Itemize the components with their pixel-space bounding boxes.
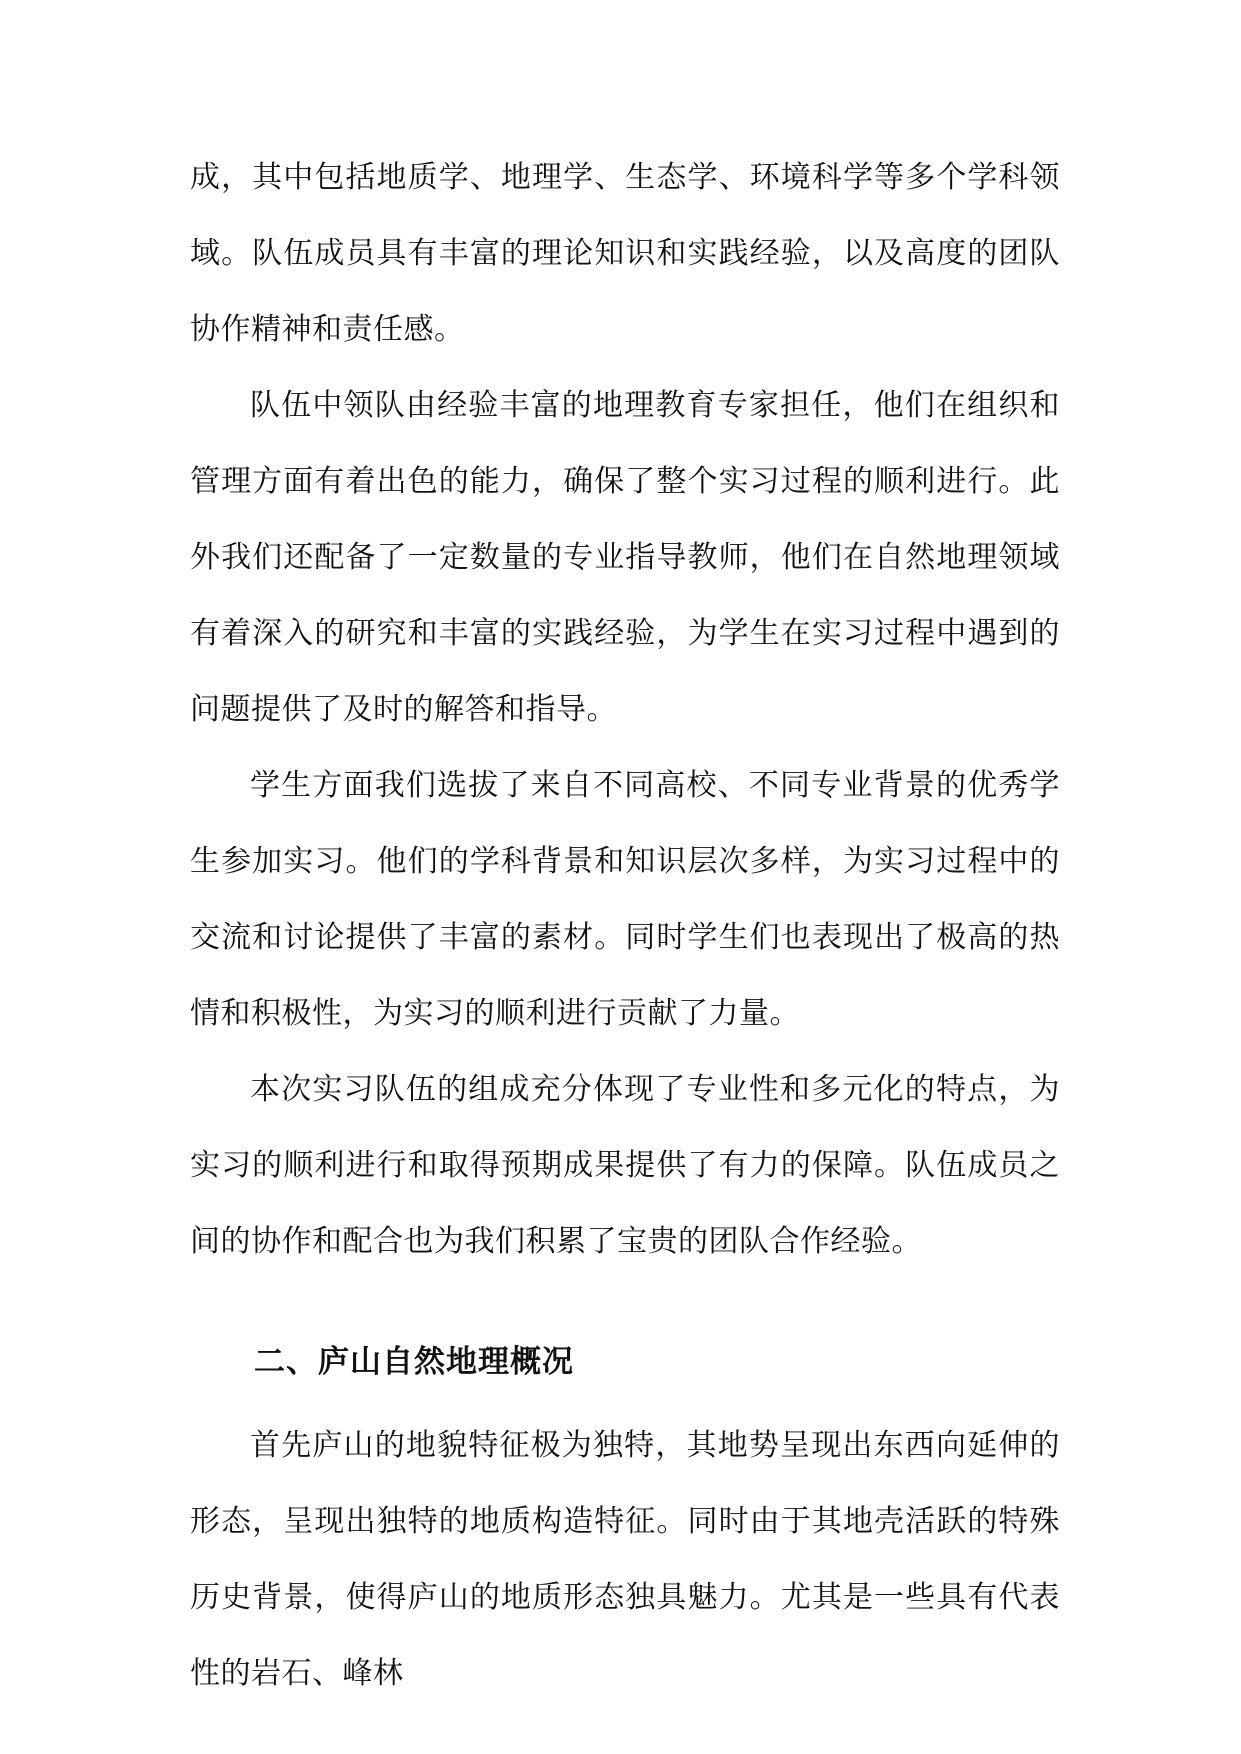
document-body bbox=[190, 140, 1060, 1712]
paragraph-students: 学生方面我们选拔了来自不同高校、不同专业背景的优秀学生参加实习。他们的学科背景和知识层次多样，为实习过程中的交流和讨论提供了丰富的素材。同时学生们也表现出了极高的热情和积极性，为实习的顺利进行贡献了力量。 bbox=[190, 768, 1060, 1031]
paragraph-landform-features: 首先庐山的地貌特征极为独特，其地势呈现出东西向延伸的形态，呈现出独特的地质构造特征。同时由于其地壳活跃的特殊历史背景，使得庐山的地质形态独具魅力。尤其是一些具有代表性的岩石、峰林 bbox=[190, 1428, 1060, 1691]
section-heading: 二、庐山自然地理概况 bbox=[254, 1344, 574, 1380]
paragraph-team-summary: 本次实习队伍的组成充分体现了专业性和多元化的特点，为实习的顺利进行和取得预期成果提供了有力的保障。队伍成员之间的协作和配合也为我们积累了宝贵的团队合作经验。 bbox=[190, 1072, 1060, 1259]
paragraph-leaders-and-teachers: 队伍中领队由经验丰富的地理教育专家担任，他们在组织和管理方面有着出色的能力，确保了整个实习过程的顺利进行。此外我们还配备了一定数量的专业指导教师，他们在自然地理领域有着深入的研究和丰富的实践经验，为学生在实习过程中遇到的问题提供了及时的解答和指导。 bbox=[190, 388, 1060, 727]
paragraph-team-composition: 成，其中包括地质学、地理学、生态学、环境科学等多个学科领域。队伍成员具有丰富的理论知识和实践经验，以及高度的团队协作精神和责任感。 bbox=[190, 160, 1060, 347]
